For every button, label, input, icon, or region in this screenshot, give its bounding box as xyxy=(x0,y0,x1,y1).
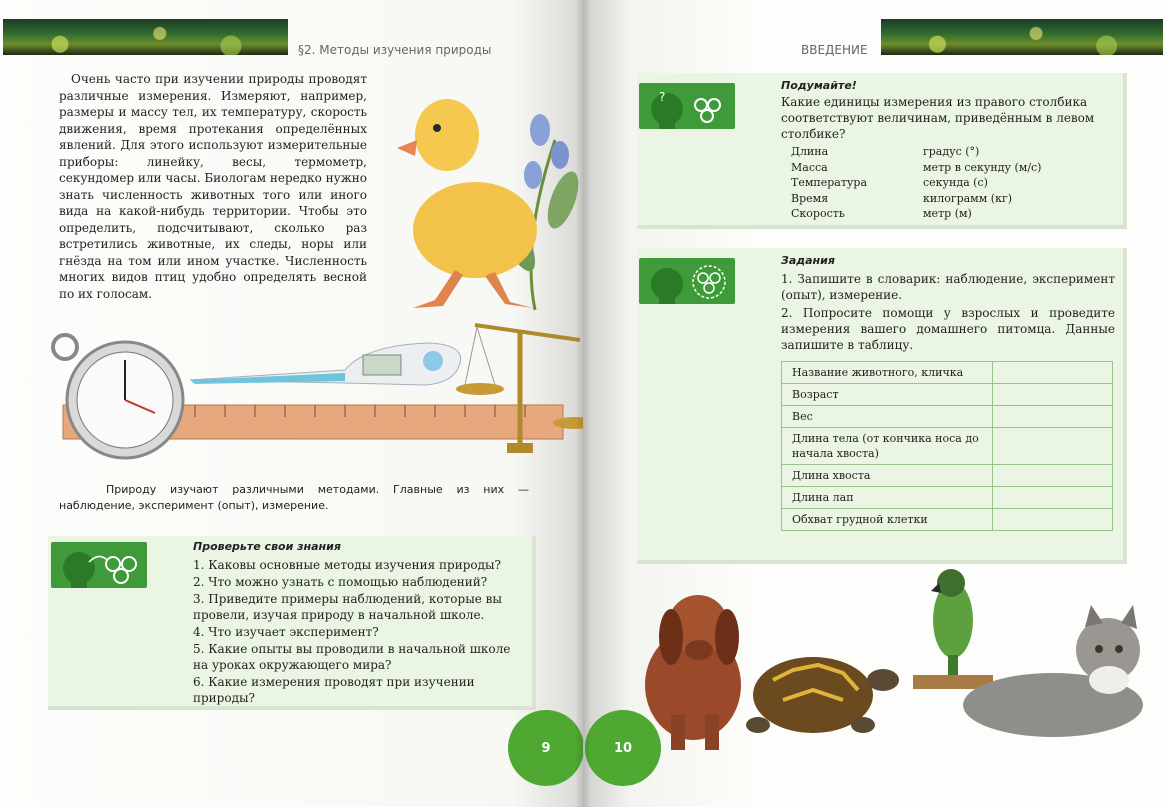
duckling-icon xyxy=(397,99,537,308)
parrot-icon xyxy=(913,569,993,689)
table-cell-empty[interactable] xyxy=(993,384,1113,406)
figure-caption: Природу изучают различными методами. Главные из них — наблюдение, эксперимент (опыт), измерение. xyxy=(59,483,529,512)
quantities-column xyxy=(791,144,867,222)
brain-molecule-icon xyxy=(639,258,735,304)
pets-illustration xyxy=(633,565,1163,755)
right-page xyxy=(583,0,1166,807)
list-item: Температура xyxy=(791,176,868,189)
list-item: Масса xyxy=(791,160,828,174)
tasks-box xyxy=(637,248,1127,564)
right-header-banner xyxy=(881,19,1163,55)
table-cell-label: Название животного, кличка xyxy=(782,362,993,384)
list-item: килограмм (кг) xyxy=(923,191,1013,205)
table-cell-label: Длина лап xyxy=(782,487,993,509)
check-box-title: Проверьте свои знания xyxy=(193,540,341,553)
list-item: Длина xyxy=(791,145,829,158)
measuring-instruments-illustration xyxy=(45,305,583,465)
svg-text:?: ? xyxy=(659,90,666,104)
table-cell-label: Длина хвоста xyxy=(782,465,993,487)
list-item: 4. Что изучает эксперимент? xyxy=(193,625,379,639)
table-cell-empty[interactable] xyxy=(993,362,1113,384)
task-2: 2. Попросите помощи у взрослых и проведите измерения вашего домашнего питомца. Данные запишите в таблицу. xyxy=(781,306,1115,352)
list-item: градус (°) xyxy=(923,145,980,158)
turtle-icon xyxy=(746,657,899,733)
table-cell-label: Возраст xyxy=(782,384,993,406)
table-cell-label: Обхват грудной клетки xyxy=(782,509,993,531)
check-knowledge-box xyxy=(48,536,536,710)
list-item: 3. Приведите примеры наблюдений, которые вы провели, изучая природу в начальной школе. xyxy=(193,592,502,622)
think-question: Какие единицы измерения из правого столбика соответствуют величинам, приведённым в левом столбике? xyxy=(781,95,1095,141)
table-cell-label: Длина тела (от кончика носа до начала хвоста) xyxy=(782,428,993,465)
dog-icon xyxy=(645,595,741,750)
table-row xyxy=(782,509,1113,531)
table-cell-empty[interactable] xyxy=(993,428,1113,465)
table-row xyxy=(782,487,1113,509)
table-row xyxy=(782,384,1113,406)
cat-icon xyxy=(963,605,1143,737)
page-number-right: 10 xyxy=(585,710,661,786)
list-item: Скорость xyxy=(791,207,845,220)
table-row xyxy=(782,428,1113,465)
table-row xyxy=(782,362,1113,384)
table-cell-empty[interactable] xyxy=(993,465,1113,487)
brain-molecule-icon xyxy=(51,542,147,588)
left-header-title: §2. Методы изучения природы xyxy=(298,43,492,57)
thermometer-icon xyxy=(190,343,461,385)
table-cell-empty[interactable] xyxy=(993,406,1113,428)
brain-question-icon xyxy=(639,83,735,129)
duckling-and-flower-illustration xyxy=(385,80,583,315)
think-box xyxy=(637,73,1127,229)
tasks-box-title: Задания xyxy=(781,254,835,267)
left-header-banner xyxy=(3,19,288,55)
list-item: 2. Что можно узнать с помощью наблюдений? xyxy=(193,575,488,589)
check-questions-list xyxy=(193,557,528,706)
table-row xyxy=(782,465,1113,487)
list-item: Время xyxy=(791,191,829,205)
right-header-title: ВВЕДЕНИЕ xyxy=(801,43,868,57)
table-cell-empty[interactable] xyxy=(993,509,1113,531)
task-1: 1. Запишите в словарик: наблюдение, эксперимент (опыт), измерение. xyxy=(781,272,1115,302)
intro-paragraph: Очень часто при изучении природы проводят различные измерения. Измеряют, например, размеры и массу тел, их температуру, скорость движения, время протекания определённых явлений. Для этого используют измерительные приборы: линейку, весы, термометр, секундомер или часы. Биологам нередко нужно знать численность животных того или иного вида на какой-нибудь территории. Чтобы это определить, подсчитывают, сколько раз встретились животные, их следы, норы или гнёзда на том или ином участке. Численность многих видов птиц удобно определять весной по их голосам. xyxy=(59,72,367,301)
list-item: метр в секунду (м/с) xyxy=(923,160,1042,174)
list-item: 6. Какие измерения проводят при изучении природы? xyxy=(193,675,475,705)
list-item: метр (м) xyxy=(923,207,972,220)
list-item: секунда (с) xyxy=(923,176,988,189)
stopwatch-icon xyxy=(53,335,183,458)
page-number-left: 9 xyxy=(508,710,583,786)
think-box-title: Подумайте! xyxy=(781,79,857,92)
pet-measurements-table xyxy=(781,361,1113,531)
table-row xyxy=(782,406,1113,428)
table-cell-label: Вес xyxy=(782,406,993,428)
list-item: 5. Какие опыты вы проводили в начальной школе на уроках окружающего мира? xyxy=(193,642,511,672)
list-item: 1. Каковы основные методы изучения природы? xyxy=(193,558,501,572)
units-column xyxy=(923,144,1041,222)
table-cell-empty[interactable] xyxy=(993,487,1113,509)
